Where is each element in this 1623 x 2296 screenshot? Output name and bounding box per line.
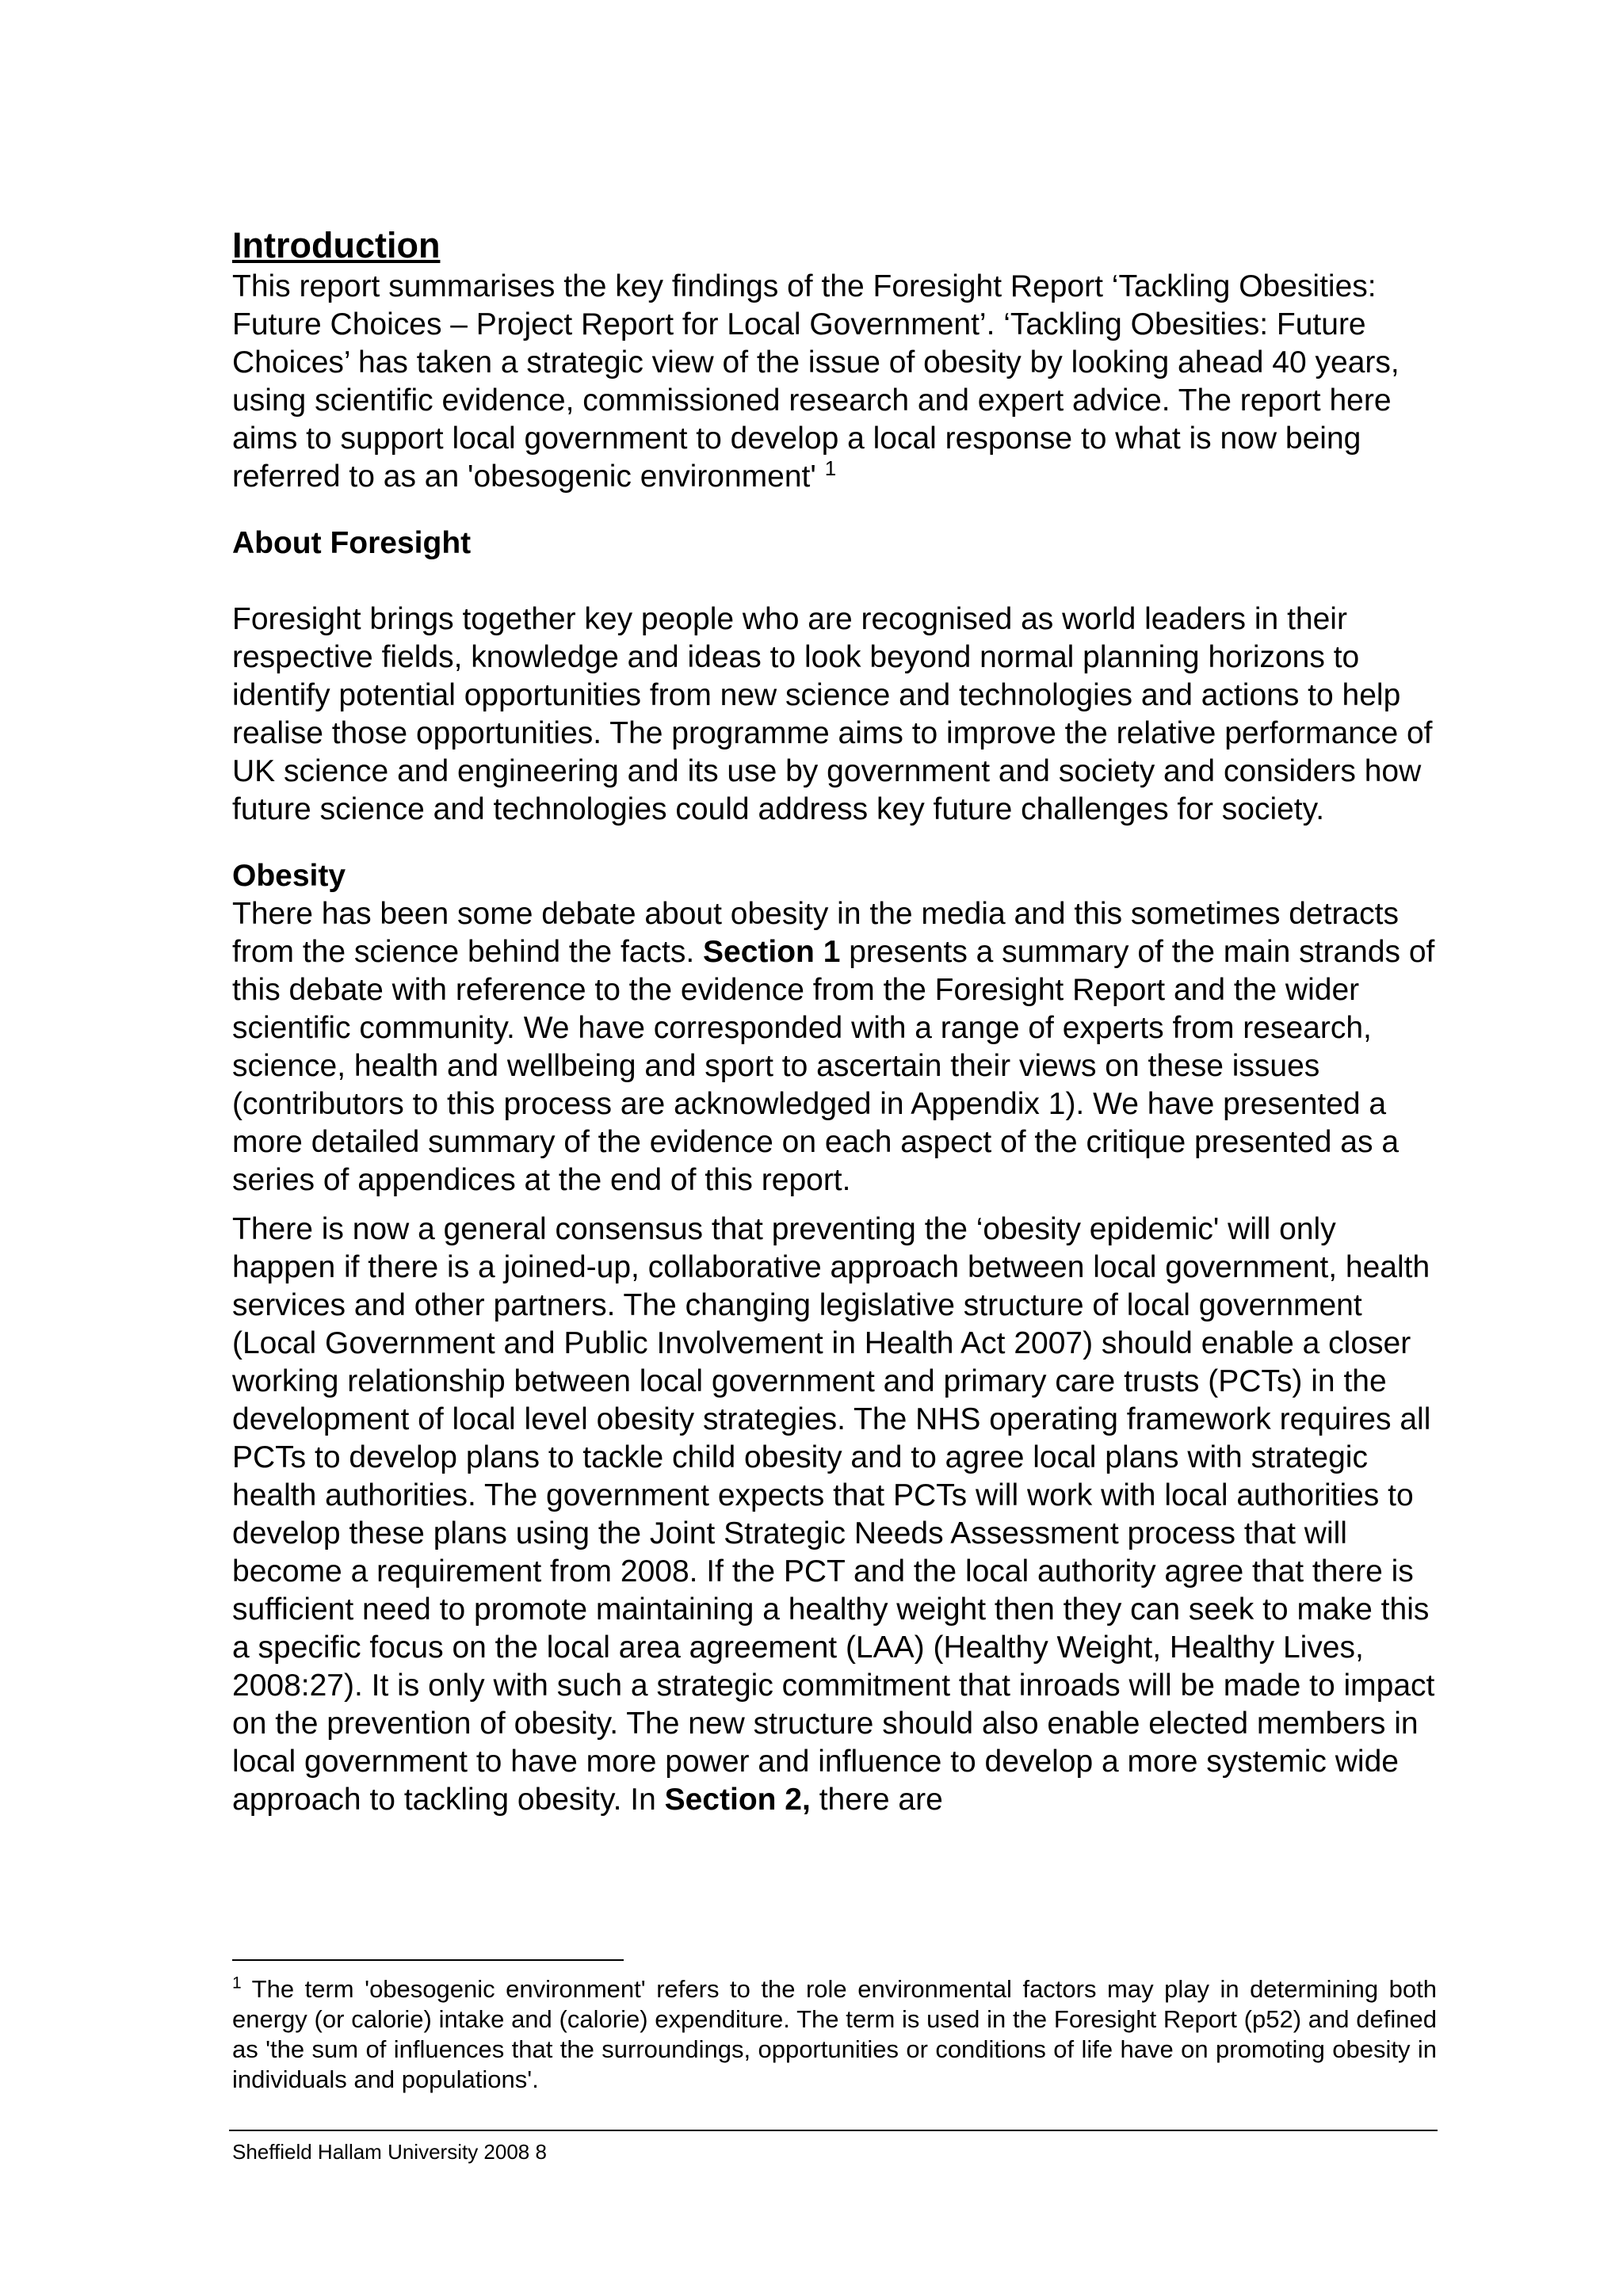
about-foresight-heading: About Foresight: [232, 526, 472, 560]
footnote-reference[interactable]: 1: [824, 456, 837, 480]
obesity-para2-text-b: there are: [819, 1783, 943, 1817]
obesity-paragraph-1: [232, 895, 1437, 1199]
about-foresight-paragraph: Foresight brings together key people who are recognised as world leaders in their respective fields, knowledge and ideas to look beyond normal planning horizons to identify potential opportunities from new science and technologies and actions to help realise those opportunities. The programme aims to improve the relative performance of UK science and engineering and its use by government and society and considers how future science and technologies could address key future challenges for society.: [232, 602, 1433, 826]
obesity-para2-text-a: There is now a general consensus that preventing the ‘obesity epidemic' will only happen if there is a joined-up, collaborative approach between local government, health services and other partners. The changing legislative structure of local government (Local Government and Public Involvement in Health Act 2007) should enable a closer working relationship between local government and primary care trusts (PCTs) in the development of local level obesity strategies. The NHS operating framework requires all PCTs to develop plans to tackle child obesity and to agree local plans with strategic health authorities. The government expects that PCTs will work with local authorities to develop these plans using the Joint Strategic Needs Assessment process that will become a requirement from 2008. If the PCT and the local authority agree that there is sufficient need to promote maintaining a healthy weight then they can seek to make this a specific focus on the local area agreement (LAA) (Healthy Weight, Healthy Lives, 2008:27). It is only with such a strategic commitment that inroads will be made to impact on the prevention of obesity. The new structure should also enable elected members in local government to have more power and influence to develop a more systemic wide approach to tackling obesity. In: [232, 1212, 1435, 1817]
obesity-paragraph-2: [232, 1211, 1437, 1819]
footnote: [232, 1974, 1437, 2095]
footnote-number: 1: [232, 1974, 242, 1993]
introduction-text: This report summarises the key findings of the Foresight Report ‘Tackling Obesities: Future Choices – Project Report for Local Government’. ‘Tackling Obesities: Future Choices’ has taken a strategic view of the issue of obesity by looking ahead 40 years, using scientific evidence, commissioned research and expert advice. The report here aims to support local government to develop a local response to what is now being referred to as an 'obesogenic environment': [232, 269, 1400, 494]
introduction-paragraph: [232, 268, 1437, 496]
section-2-reference: Section 2,: [664, 1783, 811, 1817]
spacer: [232, 496, 1437, 524]
spacer: [232, 829, 1437, 857]
introduction-heading: Introduction: [232, 225, 441, 265]
footnote-text: The term 'obesogenic environment' refers to the role environmental factors may play in determining both energy (or calorie) intake and (calorie) expenditure. The term is used in the Foresight Report (p52) and defined as 'the sum of influences that the surroundings, opportunities or conditions of life have on promoting obesity in individuals and populations'.: [232, 1975, 1438, 2093]
obesity-heading: Obesity: [232, 859, 346, 893]
obesity-para1-text-b: presents a summary of the main strands of this debate with reference to the evidence from the Foresight Report and the wider scientific community. We have corresponded with a range of experts from research, science, health and wellbeing and sport to ascertain their views on these issues (contributors to this process are acknowledged in Appendix 1). We have presented a more detailed summary of the evidence on each aspect of the critique presented as a series of appendices at the end of this report.: [232, 935, 1435, 1197]
section-1-reference: Section 1: [703, 935, 841, 969]
obesity-para1-text-a: There has been some debate about obesity in the media and this sometimes detracts from the science behind the facts.: [232, 897, 1400, 969]
page-footer: Sheffield Hallam University 2008 8: [232, 2140, 547, 2164]
spacer: [232, 563, 1437, 601]
footer-separator: [229, 2130, 1438, 2131]
main-content: [232, 223, 1437, 1819]
spacer: [232, 1199, 1437, 1211]
footnote-separator: [232, 1959, 624, 1961]
